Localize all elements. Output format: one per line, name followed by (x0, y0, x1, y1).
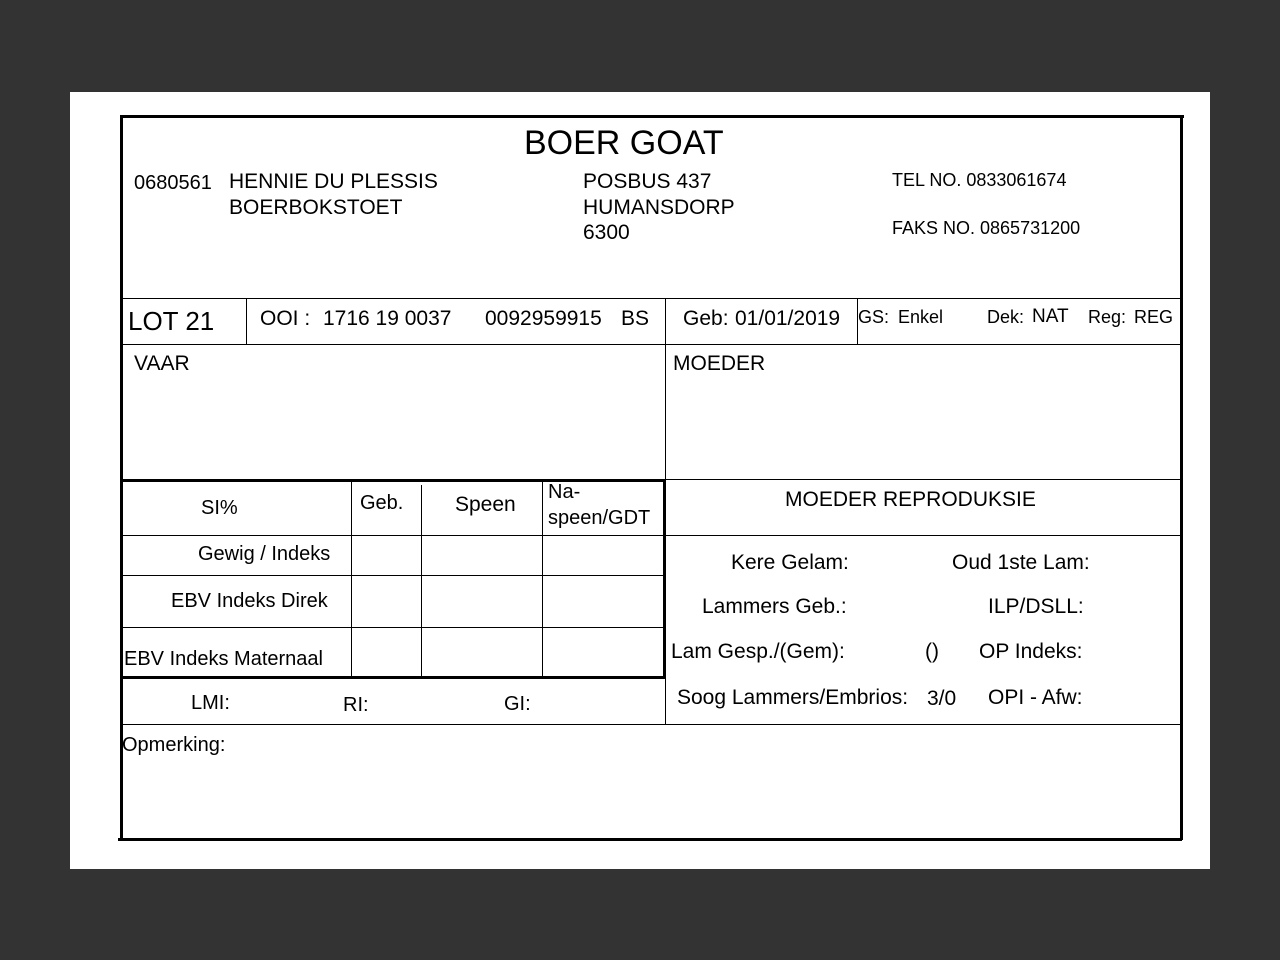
soog-label: Soog Lammers/Embrios: (677, 686, 909, 709)
dek-label: Dek: (987, 307, 1025, 327)
op-indeks-label: OP Indeks: (979, 640, 1083, 663)
card-title: BOER GOAT (524, 124, 724, 162)
perf-box-top (121, 479, 666, 482)
gi-label: GI: (504, 693, 531, 715)
tel-number: TEL NO. 0833061674 (892, 170, 1067, 190)
row-label-ebv-maternaal: EBV Indeks Maternaal (124, 648, 323, 670)
ilp-dsll-label: ILP/DSLL: (988, 595, 1084, 618)
lam-gesp-label: Lam Gesp./(Gem): (671, 640, 845, 663)
registration-number: 0092959915 (485, 307, 602, 330)
header-geb: Geb. (360, 492, 404, 514)
row-label-ebv-direk: EBV Indeks Direk (171, 590, 328, 612)
header-naspeen-line2: speen/GDT (548, 507, 651, 529)
ri-label: RI: (343, 694, 369, 716)
row-label-gewig-indeks: Gewig / Indeks (198, 543, 331, 565)
oud-1ste-lam-label: Oud 1ste Lam: (952, 551, 1090, 574)
lammers-geb-label: Lammers Geb.: (702, 595, 847, 618)
perf-col-divider-3 (542, 480, 543, 678)
opi-afw-label: OPI - Afw: (988, 686, 1083, 709)
perf-box-bottom (121, 676, 666, 679)
perf-col-divider-2 (421, 485, 422, 678)
header-speen: Speen (455, 493, 516, 516)
kere-gelam-label: Kere Gelam: (731, 551, 849, 574)
perf-col-divider-1 (351, 479, 352, 678)
sex-label: OOI : (260, 307, 311, 330)
lam-gesp-value: () (925, 640, 939, 663)
gs-label: GS: (858, 307, 890, 327)
divider-repro-title (666, 535, 1181, 536)
divider-animal-bottom (121, 344, 1181, 345)
animal-id: 1716 19 0037 (323, 307, 452, 330)
breeder-number: 0680561 (134, 172, 212, 194)
perf-row-divider-1 (121, 535, 665, 536)
border-left (120, 115, 123, 840)
registration-suffix: BS (621, 307, 650, 330)
soog-value: 3/0 (927, 687, 957, 710)
perf-box-right (663, 479, 666, 679)
divider-geb (665, 298, 666, 345)
header-naspeen-line1: Na- (548, 481, 581, 503)
perf-row-divider-3 (121, 627, 665, 628)
dek-value: NAT (1032, 306, 1069, 327)
lmi-label: LMI: (191, 692, 230, 714)
divider-index-bottom (121, 724, 1181, 725)
border-top (120, 115, 1184, 118)
birth-date: 01/01/2019 (735, 307, 841, 330)
border-bottom (118, 838, 1182, 841)
goat-registration-card (70, 92, 1210, 869)
repro-title: MOEDER REPRODUKSIE (785, 488, 1036, 511)
header-si-percent: SI% (201, 497, 238, 519)
lot-number: LOT 21 (128, 306, 215, 336)
address-line-3: 6300 (583, 221, 630, 244)
sire-label: VAAR (134, 352, 190, 375)
address-line-2: HUMANSDORP (583, 196, 735, 219)
breeder-name: HENNIE DU PLESSIS (229, 170, 438, 193)
address-line-1: POSBUS 437 (583, 170, 712, 193)
remarks-label: Opmerking: (122, 734, 226, 756)
perf-row-divider-2 (121, 575, 665, 576)
dam-label: MOEDER (673, 352, 766, 375)
border-right (1180, 115, 1183, 840)
fax-number: FAKS NO. 0865731200 (892, 218, 1081, 238)
birth-label: Geb: (683, 307, 729, 330)
breeder-stud: BOERBOKSTOET (229, 196, 403, 219)
divider-lot (246, 298, 247, 345)
reg-value: REG (1134, 307, 1174, 327)
reg-label: Reg: (1088, 307, 1127, 327)
gs-value: Enkel (898, 307, 944, 327)
divider-animal-top (121, 298, 1181, 299)
